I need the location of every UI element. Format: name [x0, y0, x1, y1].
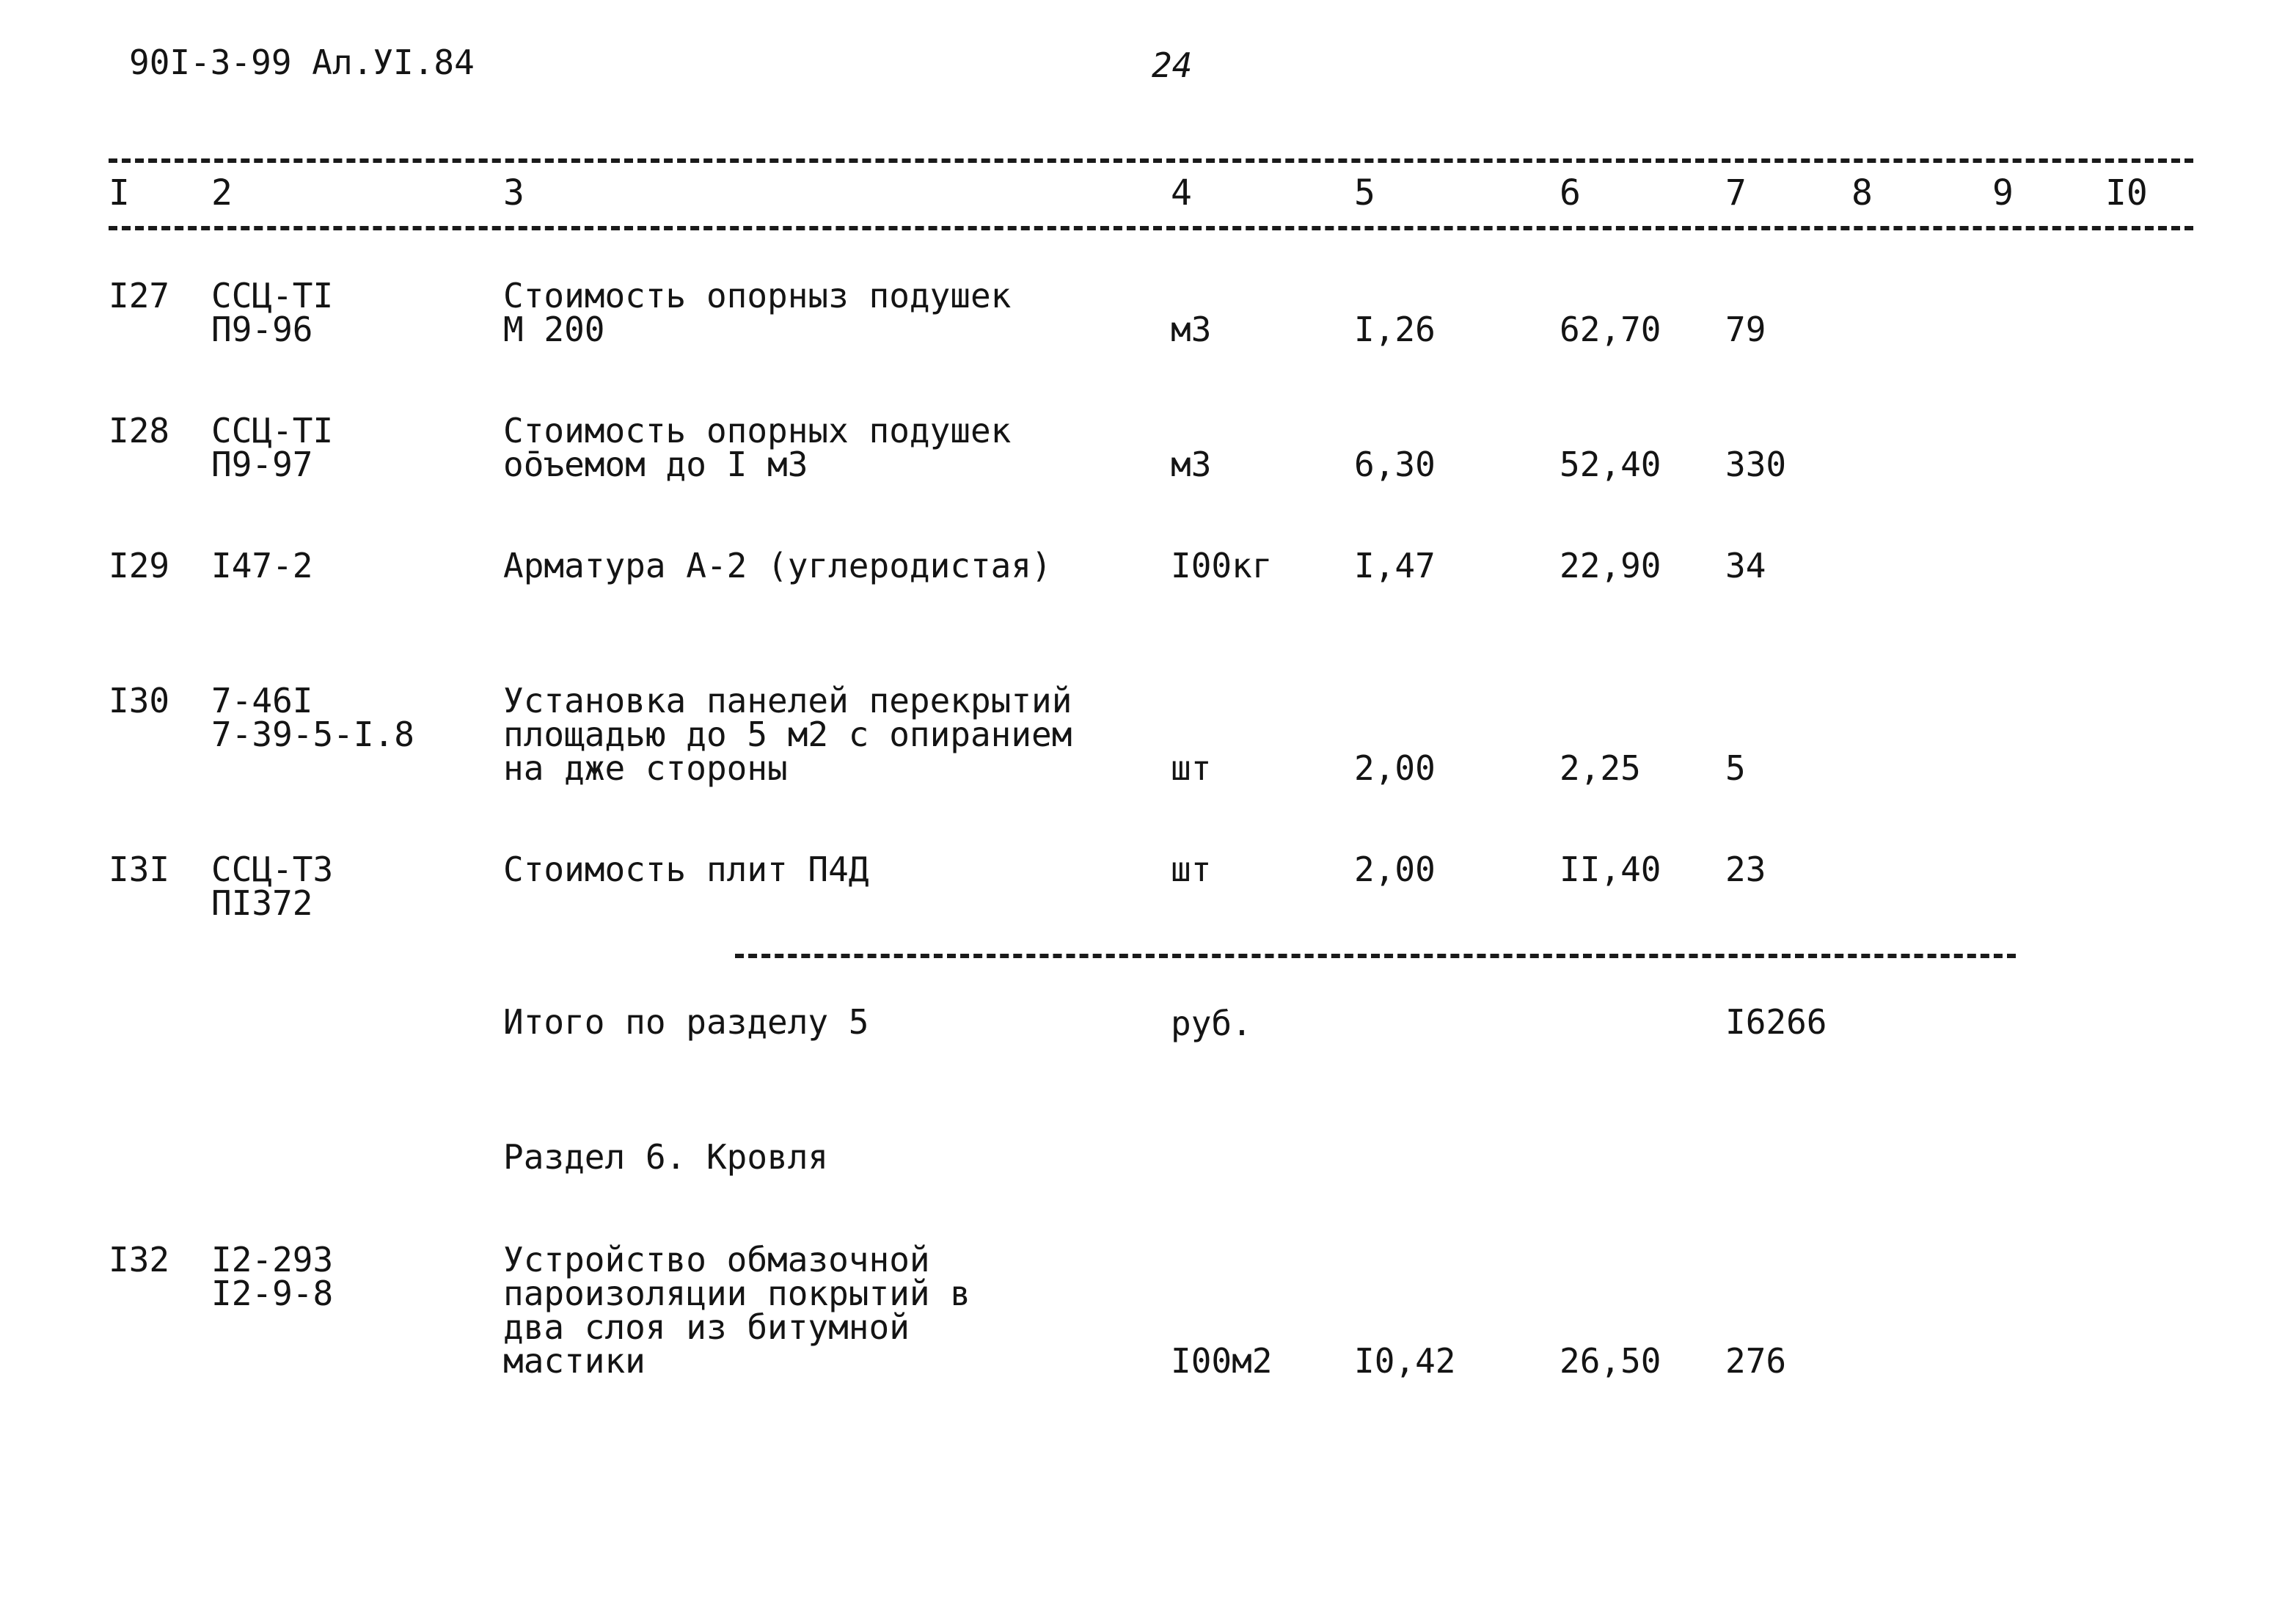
- price-code: I47-2: [211, 546, 313, 585]
- unit-price: 62,70: [1560, 310, 1661, 349]
- work-description: площадью до 5 м2 с опиранием: [503, 715, 1072, 754]
- row-number: I30: [109, 681, 170, 720]
- total-cost: 276: [1725, 1341, 1787, 1381]
- subtotal-rule: [735, 954, 2016, 958]
- page-number: 24: [1152, 45, 1193, 85]
- column-header: I: [109, 172, 130, 213]
- document-code: 90I-3-99 Ал.УI.84: [129, 43, 475, 82]
- price-code: 7-46I: [211, 681, 313, 720]
- row-number: I27: [109, 276, 170, 315]
- header-bottom-rule: [109, 226, 2193, 230]
- column-header: 5: [1354, 172, 1375, 213]
- quantity: 6,30: [1354, 445, 1436, 484]
- quantity: 2,00: [1354, 748, 1436, 788]
- work-description: два слоя из битумной: [503, 1307, 910, 1347]
- column-header: 9: [1992, 172, 2014, 213]
- unit: I00м2: [1171, 1341, 1273, 1381]
- row-number: I28: [109, 411, 170, 450]
- unit-price: 52,40: [1560, 445, 1661, 484]
- unit-price: 2,25: [1560, 748, 1641, 788]
- row-number: I32: [109, 1240, 170, 1279]
- total-cost: 23: [1725, 850, 1766, 889]
- section-title: Раздел 6. Кровля: [503, 1137, 829, 1177]
- price-code: ПI372: [211, 883, 313, 923]
- work-description: Стоимость опорных подушек: [503, 411, 1012, 450]
- table-top-rule: [109, 158, 2193, 163]
- quantity: 2,00: [1354, 850, 1436, 889]
- column-header: I0: [2105, 172, 2148, 213]
- quantity: I,47: [1354, 546, 1436, 585]
- price-code: П9-97: [211, 445, 313, 484]
- column-header: 3: [503, 172, 524, 213]
- work-description: Стоимость плит П4Д: [503, 850, 869, 889]
- row-number: I29: [109, 546, 170, 585]
- column-header: 7: [1725, 172, 1747, 213]
- subtotal-unit: руб.: [1171, 1004, 1252, 1043]
- column-header: 2: [211, 172, 233, 213]
- unit: шт: [1171, 850, 1212, 889]
- work-description: Установка панелей перекрытий: [503, 681, 1072, 720]
- work-description: мастики: [503, 1341, 646, 1381]
- total-cost: 79: [1725, 310, 1766, 349]
- column-header: 6: [1560, 172, 1581, 213]
- work-description: Стоимость опорныз подушек: [503, 276, 1012, 315]
- unit-price: 22,90: [1560, 546, 1661, 585]
- price-code: 7-39-5-I.8: [211, 715, 414, 754]
- quantity: I0,42: [1354, 1341, 1456, 1381]
- unit-price: II,40: [1560, 850, 1661, 889]
- price-code: I2-9-8: [211, 1274, 334, 1313]
- row-number: I3I: [109, 850, 170, 889]
- work-description: пароизоляции покрытий в: [503, 1274, 970, 1313]
- total-cost: 5: [1725, 748, 1746, 788]
- work-description: Арматура А-2 (углеродистая): [503, 546, 1052, 585]
- total-cost: 34: [1725, 546, 1766, 585]
- price-code: ССЦ-ТI: [211, 276, 334, 315]
- unit: шт: [1171, 748, 1212, 788]
- unit: м3: [1171, 445, 1212, 484]
- column-header: 8: [1851, 172, 1873, 213]
- price-code: П9-96: [211, 310, 313, 349]
- price-code: ССЦ-Т3: [211, 850, 334, 889]
- work-description: Устройство обмазочной: [503, 1240, 930, 1279]
- price-code: ССЦ-ТI: [211, 411, 334, 450]
- unit: I00кг: [1171, 546, 1273, 585]
- total-cost: 330: [1725, 445, 1787, 484]
- subtotal-label: Итого по разделу 5: [503, 1002, 869, 1042]
- price-code: I2-293: [211, 1240, 334, 1279]
- subtotal-total: I6266: [1725, 1002, 1827, 1042]
- work-description: М 200: [503, 310, 605, 349]
- work-description: оо̄ъемом до I м3: [503, 445, 808, 484]
- column-header: 4: [1171, 172, 1192, 213]
- quantity: I,26: [1354, 310, 1436, 349]
- work-description: на дже стороны: [503, 748, 788, 788]
- unit: м3: [1171, 310, 1212, 349]
- unit-price: 26,50: [1560, 1341, 1661, 1381]
